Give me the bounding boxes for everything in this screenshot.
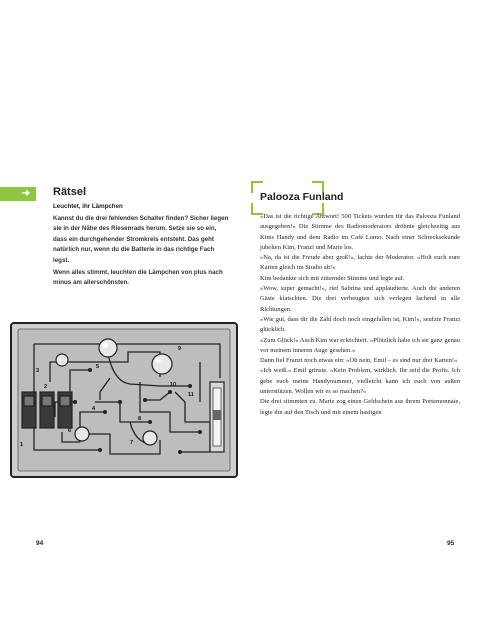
puzzle-label-4: 4	[92, 406, 96, 412]
instruction-paragraph-2: Wenn alles stimmt, leuchten die Lämpchen von plus nach minus am allerschönsten.	[53, 269, 223, 287]
story-paragraph: Die drei stimmten zu. Marie zog einen Geldschein aus ihrem Portemonnaie, legte ihn auf den Tisch und mit einem hastigen	[260, 398, 460, 416]
puzzle-label-9: 9	[178, 346, 182, 352]
right-page	[240, 0, 480, 640]
puzzle-label-3: 3	[36, 368, 40, 374]
story-paragraph: Kim bedankte sich mit zitternder Stimme und legte auf.	[260, 274, 405, 282]
puzzle-label-2: 2	[44, 384, 48, 390]
puzzle-label-10: 10	[170, 382, 177, 388]
circuit-puzzle-illustration	[10, 322, 240, 480]
story-paragraph: »Wow, super gemacht!«, rief Sabrina und applaudierte. Auch die anderen Gäste klatschten. Die drei verbeugten sich verlegen lachend in alle Richtungen.	[260, 285, 460, 313]
page-number-left: 94	[36, 540, 44, 547]
story-paragraph: »Na, da ist die Freude aber groß!«, lachte der Moderator. »Holt euch eure Karten gleich im Studio ab!«	[260, 254, 460, 272]
story-paragraph: »Zum Glück!« Auch Kim war erleichtert. »Plötzlich habe ich sie ganz genau vor meinem inneren Auge gesehen.«	[260, 336, 460, 354]
puzzle-instructions	[53, 214, 231, 291]
story-paragraph: »Das ist die richtige Antwort! 500 Tickets wurden für das Palooza Funland ausgegeben!« Die Stimme des Radiomoderators dröhnte gleichzeitig aus Kims Handy und dem Radio im Café Lomo. Nach einer Schrecksekunde jubelten Kim, Franzi und Marie los.	[260, 213, 460, 251]
puzzle-label-5: 5	[96, 364, 100, 370]
section-title: Rätsel	[53, 186, 87, 198]
puzzle-label-6: 6	[68, 428, 72, 434]
story-paragraph: »Wie gut, dass dir die Zahl doch noch eingefallen ist, Kim!«, seufzte Franzi glücklich.	[260, 315, 460, 334]
puzzle-label-11: 11	[188, 392, 194, 398]
story-text	[260, 212, 460, 418]
puzzle-label-7: 7	[130, 440, 134, 446]
story-paragraph: Dann fiel Franzi noch etwas ein: »Oh nein, Emil – es sind nur drei Karten!«	[260, 357, 458, 365]
puzzle-subtitle: Leuchtet, ihr Lämpchen	[53, 203, 123, 210]
puzzle-label-8: 8	[138, 416, 142, 422]
section-tag	[0, 187, 36, 201]
instruction-paragraph-1: Kannst du die drei fehlenden Schalter finden? Sicher liegen sie in der Nähe des Riesenrads herum. Setze sie so ein, dass ein durchgehender Stromkreis entsteht. Das geht natürlich nur, wenn du die Batterie in das richtige Fach legst.	[53, 215, 229, 264]
arrow-right-icon: ➜	[21, 188, 30, 199]
chapter-title: Palooza Funland	[260, 191, 344, 203]
puzzle-label-1: 1	[20, 442, 24, 448]
page-number-right: 95	[447, 540, 455, 547]
story-paragraph: »Ich weiß.« Emil grinste. »Kein Problem, wirklich. Ihr seid die Profis. Ich gebe euch meine Handynummer, vielleicht kann ich euch von außen unterstützen. Wollen wir es so machen?«	[260, 367, 460, 396]
